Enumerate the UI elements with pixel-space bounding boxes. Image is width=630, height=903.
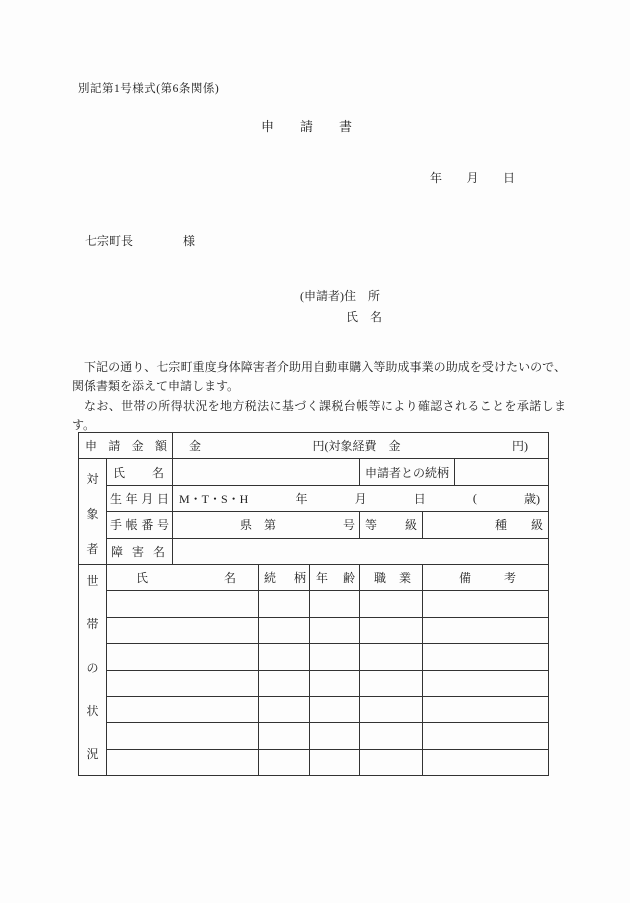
- household-note-cell: [423, 723, 549, 749]
- application-table: [78, 432, 549, 776]
- household-relationship-cell: [259, 723, 310, 749]
- addressee-honorific: 様: [183, 234, 196, 248]
- handbook-label-cell: [107, 512, 173, 538]
- handbook-no-label: 号: [342, 518, 355, 533]
- table-row-disability: [79, 538, 549, 564]
- handbook-number-cell: [173, 512, 360, 538]
- household-note-cell: [423, 696, 549, 722]
- applicant-block: [300, 286, 382, 328]
- household-header-name-cell: [107, 564, 259, 590]
- household-relationship-cell: [259, 644, 310, 670]
- household-row: [79, 696, 549, 722]
- household-row: [79, 591, 549, 617]
- kind-cell: [423, 512, 549, 538]
- birth-day-label: 日: [413, 491, 426, 506]
- era-initials: M・T・S・H: [179, 491, 249, 506]
- paragraph-request: 下記の通り、七宗町重度身体障害者介助用自動車購入等助成事業の助成を受けたいので、関係書類を添えて申請します。: [72, 360, 566, 394]
- household-header-occupation-cell: [360, 564, 423, 590]
- amount-yen-prefix: 金: [189, 439, 202, 454]
- table-row-amount: [79, 433, 549, 459]
- addressee-name: 七宗町長: [85, 234, 134, 248]
- household-occupation-cell: [360, 723, 423, 749]
- age-paren-open: (: [472, 490, 477, 505]
- paragraph-consent: なお、世帯の所得状況を地方税法に基づく課税台帳等により確認されることを承諾します。: [72, 398, 566, 432]
- disability-label: 障 害 名: [111, 544, 165, 559]
- household-occupation-cell: [360, 617, 423, 643]
- target-name-label-cell: [107, 459, 173, 485]
- body-text: [72, 358, 566, 435]
- household-relationship-cell: [259, 696, 310, 722]
- household-occupation-cell: [360, 591, 423, 617]
- household-age-cell: [310, 617, 360, 643]
- amount-yen-suffix: 円): [512, 439, 529, 454]
- household-row: [79, 749, 549, 775]
- household-header-name: 氏 名: [136, 571, 236, 586]
- age-label: 歳): [524, 491, 541, 506]
- household-note-cell: [423, 670, 549, 696]
- household-age-cell: [310, 749, 360, 775]
- household-row: [79, 723, 549, 749]
- relationship-label-cell: 申請者との続柄: [360, 459, 455, 485]
- table-row-target-name: [79, 459, 549, 485]
- household-note-cell: [423, 644, 549, 670]
- amount-expense-label: 円(対象経費 金: [312, 439, 401, 454]
- household-name-cell: [107, 591, 259, 617]
- household-age-cell: [310, 670, 360, 696]
- grade-cell: [360, 512, 423, 538]
- target-name-input-cell: [173, 459, 360, 485]
- amount-label-cell: [79, 433, 173, 459]
- document-title: 申 請 書: [261, 119, 352, 134]
- table-row-handbook: [79, 512, 549, 538]
- amount-label: 申 請 金 額: [85, 439, 167, 454]
- household-header-relationship: 続 柄: [264, 571, 306, 586]
- household-header-occupation: 職 業: [374, 571, 411, 586]
- household-note-cell: [423, 617, 549, 643]
- target-name-label: 氏 名: [113, 465, 164, 480]
- household-relationship-cell: [259, 670, 310, 696]
- household-name-cell: [107, 749, 259, 775]
- addressee-line: [85, 232, 195, 249]
- amount-value-cell: [173, 433, 549, 459]
- household-section-label-cell: [79, 564, 107, 775]
- form-number: 別記第1号様式(第6条関係): [78, 83, 220, 95]
- household-vertical-label: 世 帯 の 状 況: [86, 574, 99, 762]
- household-name-cell: [107, 723, 259, 749]
- date-line: 年 月 日: [430, 171, 515, 185]
- birthdate-label-cell: [107, 485, 173, 511]
- disability-label-cell: [107, 538, 173, 564]
- household-age-cell: [310, 591, 360, 617]
- household-age-cell: [310, 696, 360, 722]
- household-row: [79, 617, 549, 643]
- household-relationship-cell: [259, 749, 310, 775]
- handbook-pref-label: 県 第: [239, 518, 276, 533]
- grade-label: 等 級: [365, 518, 417, 533]
- handbook-label: 手 帳 番 号: [110, 518, 169, 533]
- relationship-input-cell: [455, 459, 549, 485]
- target-section-label-cell: [79, 459, 107, 565]
- household-occupation-cell: [360, 749, 423, 775]
- target-vertical-label: 対 象 者: [86, 471, 99, 556]
- household-name-cell: [107, 617, 259, 643]
- household-note-cell: [423, 591, 549, 617]
- household-occupation-cell: [360, 670, 423, 696]
- household-name-cell: [107, 670, 259, 696]
- household-header-relationship-cell: [259, 564, 310, 590]
- disability-input-cell: [173, 538, 549, 564]
- kind-label: 種 級: [495, 518, 544, 533]
- birthdate-value-cell: [173, 485, 549, 511]
- household-header-note: 備 考: [459, 571, 517, 586]
- household-age-cell: [310, 723, 360, 749]
- household-header-note-cell: [423, 564, 549, 590]
- household-header-age: 年 齢: [316, 571, 355, 586]
- birth-year-label: 年: [295, 491, 308, 506]
- birthdate-label: 生 年 月 日: [110, 491, 169, 506]
- birth-month-label: 月: [354, 491, 367, 506]
- household-relationship-cell: [259, 591, 310, 617]
- applicant-name-label: 氏 名: [346, 310, 383, 324]
- household-relationship-cell: [259, 617, 310, 643]
- household-name-cell: [107, 696, 259, 722]
- household-row: [79, 670, 549, 696]
- household-header-age-cell: [310, 564, 360, 590]
- household-occupation-cell: [360, 696, 423, 722]
- table-row-birthdate: [79, 485, 549, 511]
- household-row: [79, 644, 549, 670]
- household-occupation-cell: [360, 644, 423, 670]
- household-name-cell: [107, 644, 259, 670]
- household-age-cell: [310, 644, 360, 670]
- household-note-cell: [423, 749, 549, 775]
- table-row-household-header: [79, 564, 549, 590]
- applicant-address-label: (申請者)住 所: [300, 289, 380, 303]
